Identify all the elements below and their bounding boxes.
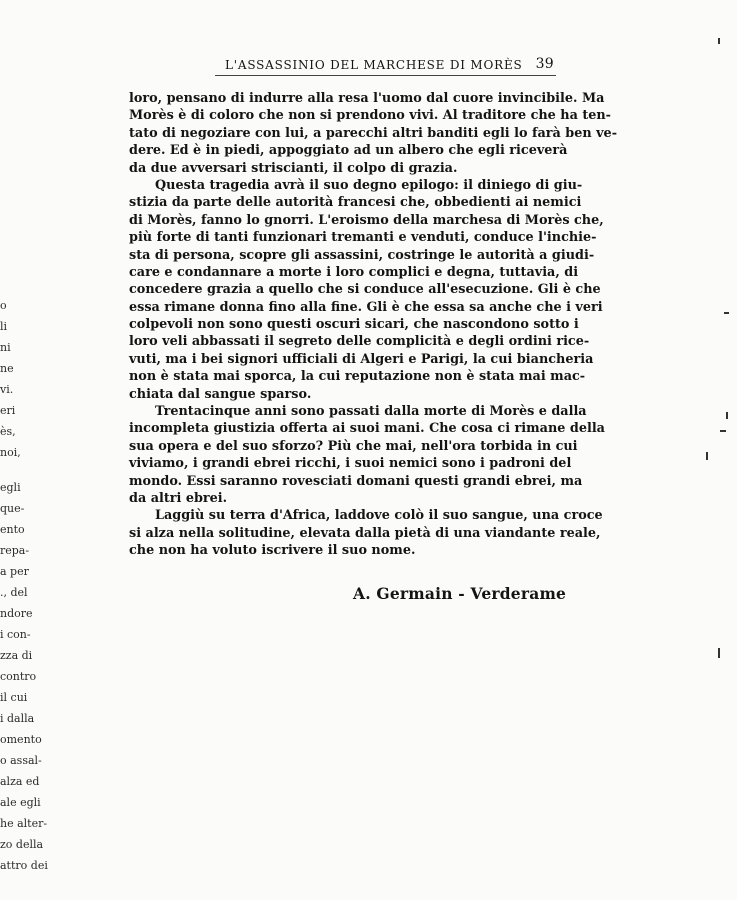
text-line: loro, pensano di indurre alla resa l'uomo dal cuore invincibile. Ma — [129, 91, 605, 106]
text-line: stizia da parte delle autorità francesi che, obbedienti ai nemici — [129, 195, 582, 211]
facing-page-fragment: egli — [0, 481, 21, 494]
facing-page-fragment: omento — [0, 733, 42, 746]
facing-page-fragment: i dalla — [0, 712, 35, 725]
text-line: da due avversari striscianti, il colpo di grazia. — [129, 160, 458, 176]
facing-page-fragment: repa- — [0, 544, 30, 557]
text-line: mondo. Essi saranno rovesciati domani questi grandi ebrei, ma — [129, 473, 583, 489]
text-line: non è stata mai sporca, la cui reputazione non è stata mai mac- — [129, 369, 586, 385]
text-line: incompleta giustizia offerta ai suoi mani. Che cosa ci rimane della — [129, 421, 605, 437]
body-text — [129, 90, 617, 560]
text-line: sua opera e del suo sforzo? Più che mai, nell'ora torbida in cui — [129, 438, 578, 454]
text-line: più forte di tanti funzionari tremanti e venduti, conduce l'inchie- — [129, 230, 597, 246]
facing-page-fragment: attro dei — [0, 859, 48, 872]
facing-page-fragment: ento — [0, 523, 25, 536]
text-line: Questa tragedia avrà il suo degno epilogo: il diniego di giu- — [155, 177, 583, 193]
text-line: care e condannare a morte i loro complici e degna, tuttavia, di — [129, 264, 579, 280]
text-line: si alza nella solitudine, elevata dalla pietà di una viandante reale, — [129, 525, 601, 541]
text-line: di Morès, fanno lo gnorri. L'eroismo della marchesa di Morès che, — [129, 212, 604, 228]
scan-speck — [724, 312, 729, 314]
facing-page-margin — [0, 295, 60, 876]
scan-speck — [718, 38, 720, 44]
facing-page-fragment: ale egli — [0, 796, 41, 809]
facing-page-fragment: ni — [0, 341, 11, 354]
text-line: Trentacinque anni sono passati dalla morte di Morès e dalla — [155, 404, 587, 420]
scan-speck — [718, 648, 720, 658]
scan-speck — [726, 412, 728, 419]
page-number: 39 — [535, 56, 554, 72]
facing-page-fragment: que- — [0, 502, 25, 515]
facing-page-fragment: eri — [0, 404, 16, 417]
header-rule — [215, 75, 556, 76]
text-line: dere. Ed è in piedi, appoggiato ad un albero che egli riceverà — [129, 143, 568, 159]
text-line: Laggiù su terra d'Africa, laddove colò il suo sangue, una croce — [155, 508, 603, 524]
page-header — [215, 56, 556, 76]
facing-page-fragment: ès, — [0, 425, 16, 438]
text-line: Morès è di coloro che non si prendono vivi. Al traditore che ha ten- — [129, 108, 611, 124]
text-line: da altri ebrei. — [129, 490, 228, 506]
text-line: essa rimane donna fino alla fine. Gli è che essa sa anche che i veri — [129, 299, 603, 315]
facing-page-fragment: contro — [0, 670, 37, 683]
text-line: sta di persona, scopre gli assassini, costringe le autorità a giudi- — [129, 247, 595, 263]
facing-page-fragment: i con- — [0, 628, 31, 641]
facing-page-fragment: o assal- — [0, 754, 42, 767]
facing-page-fragment: o — [0, 299, 7, 312]
scan-speck — [720, 430, 726, 432]
facing-page-fragment: ndore — [0, 607, 33, 620]
running-head: L'ASSASSINIO DEL MARCHESE DI MORÈS — [225, 58, 523, 72]
facing-page-fragment: he alter- — [0, 817, 48, 830]
facing-page-fragment: li — [0, 320, 8, 333]
facing-page-fragment: noi, — [0, 446, 21, 459]
facing-page-fragment: a per — [0, 565, 29, 578]
scan-speck — [706, 452, 708, 460]
text-line: loro veli abbassati il segreto delle complicità e degli ordini rice- — [129, 334, 590, 350]
text-line: colpevoli non sono questi oscuri sicari, che nascondono sotto i — [129, 317, 579, 333]
facing-page-fragment: vi. — [0, 383, 14, 396]
facing-page-fragment: ne — [0, 362, 14, 375]
signature: A. Germain - Verderame — [353, 584, 567, 603]
facing-page-fragment: zo della — [0, 838, 44, 851]
text-line: vuti, ma i bei signori ufficiali di Algeri e Parigi, la cui biancheria — [129, 351, 594, 367]
text-line: che non ha voluto iscrivere il suo nome. — [129, 543, 416, 559]
text-line: concedere grazia a quello che si conduce all'esecuzione. Gli è che — [129, 282, 601, 298]
facing-page-fragment: zza di — [0, 649, 33, 662]
text-line: tato di negoziare con lui, a parecchi altri banditi egli lo farà ben ve- — [129, 125, 617, 141]
facing-page-fragment: ., del — [0, 586, 28, 599]
facing-page-fragment: il cui — [0, 691, 28, 704]
text-line: viviamo, i grandi ebrei ricchi, i suoi nemici sono i padroni del — [129, 456, 572, 472]
text-line: chiata dal sangue sparso. — [129, 386, 312, 402]
facing-page-fragment: alza ed — [0, 775, 40, 788]
